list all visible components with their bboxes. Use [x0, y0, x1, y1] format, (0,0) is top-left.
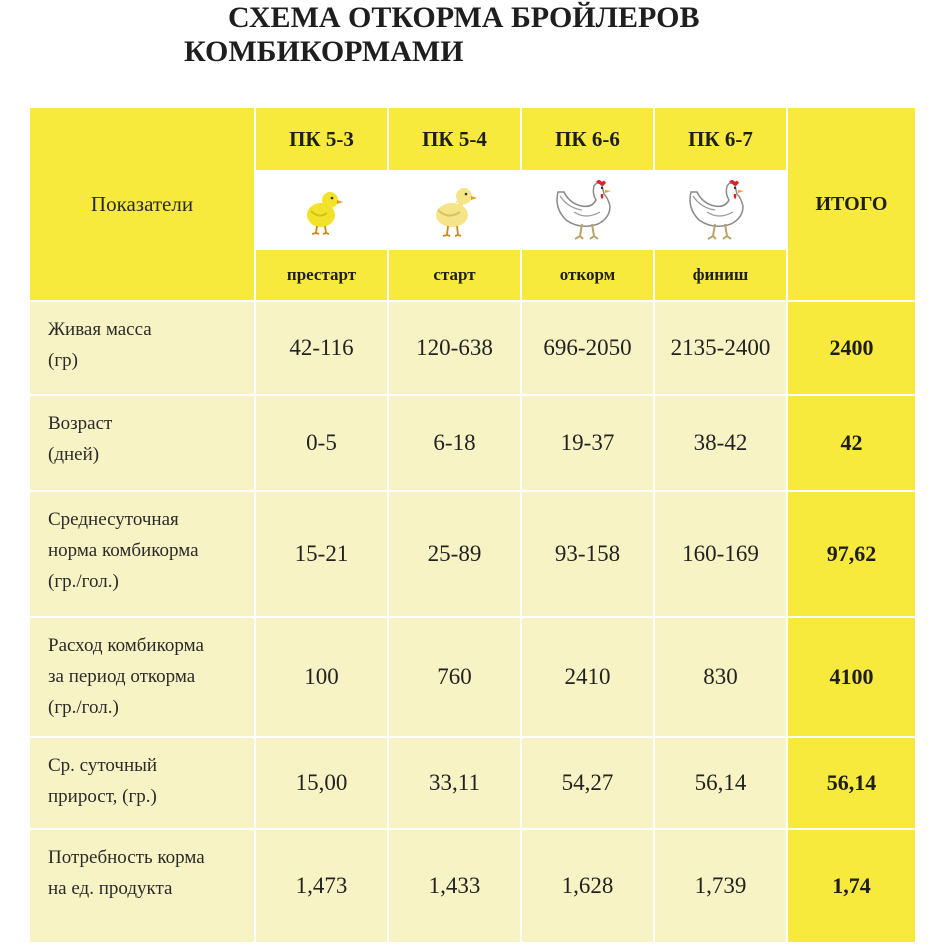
param-label: Живая масса (гр): [29, 301, 255, 395]
table-row: [29, 737, 916, 829]
hen-icon: [552, 178, 624, 242]
total-cell: 4100: [787, 617, 916, 737]
param-label: Ср. суточный прирост, (гр.): [29, 737, 255, 829]
value-cell: 19-37: [521, 395, 654, 491]
value-cell: 2135-2400: [654, 301, 787, 395]
value-cell: 0-5: [255, 395, 388, 491]
feed-code-3: ПК 6-6: [521, 107, 654, 171]
stage-label-1: престарт: [255, 249, 388, 301]
value-cell: 25-89: [388, 491, 521, 617]
icon-cell-4: [654, 171, 787, 249]
total-cell: 42: [787, 395, 916, 491]
value-cell: 1,628: [521, 829, 654, 943]
value-cell: 2410: [521, 617, 654, 737]
icon-cell-2: [388, 171, 521, 249]
total-cell: 2400: [787, 301, 916, 395]
value-cell: 6-18: [388, 395, 521, 491]
total-cell: 56,14: [787, 737, 916, 829]
feed-code-4: ПК 6-7: [654, 107, 787, 171]
icon-cell-3: [521, 171, 654, 249]
chick-icon: [299, 185, 345, 235]
table-row: [29, 491, 916, 617]
table-row: [29, 617, 916, 737]
value-cell: 42-116: [255, 301, 388, 395]
title-line-1: СХЕМА ОТКОРМА БРОЙЛЕРОВ: [228, 1, 700, 34]
value-cell: 160-169: [654, 491, 787, 617]
value-cell: 54,27: [521, 737, 654, 829]
table-row: [29, 829, 916, 943]
hen-icon: [685, 178, 757, 242]
param-label: Расход комбикорма за период откорма (гр./гол.): [29, 617, 255, 737]
stage-label-4: финиш: [654, 249, 787, 301]
total-cell: 97,62: [787, 491, 916, 617]
value-cell: 760: [388, 617, 521, 737]
icon-cell-1: [255, 171, 388, 249]
value-cell: 830: [654, 617, 787, 737]
value-cell: 56,14: [654, 737, 787, 829]
value-cell: 15,00: [255, 737, 388, 829]
total-cell: 1,74: [787, 829, 916, 943]
value-cell: 93-158: [521, 491, 654, 617]
value-cell: 1,739: [654, 829, 787, 943]
title-line-2: КОМБИКОРМАМИ: [184, 35, 464, 68]
param-label: Среднесуточная норма комбикорма (гр./гол.): [29, 491, 255, 617]
feeding-scheme-table: [28, 106, 917, 944]
value-cell: 15-21: [255, 491, 388, 617]
table-row: [29, 301, 916, 395]
param-label: Возраст (дней): [29, 395, 255, 491]
table-row: [29, 395, 916, 491]
scheme-sheet: [28, 106, 915, 942]
feed-code-2: ПК 5-4: [388, 107, 521, 171]
stage-label-2: старт: [388, 249, 521, 301]
value-cell: 1,473: [255, 829, 388, 943]
param-header: Показатели: [29, 107, 255, 301]
chick-icon: [430, 182, 480, 238]
value-cell: 120-638: [388, 301, 521, 395]
value-cell: 696-2050: [521, 301, 654, 395]
total-header: ИТОГО: [787, 107, 916, 301]
param-label: Потребность корма на ед. продукта: [29, 829, 255, 943]
feed-code-1: ПК 5-3: [255, 107, 388, 171]
value-cell: 38-42: [654, 395, 787, 491]
value-cell: 1,433: [388, 829, 521, 943]
stage-label-3: откорм: [521, 249, 654, 301]
value-cell: 100: [255, 617, 388, 737]
value-cell: 33,11: [388, 737, 521, 829]
